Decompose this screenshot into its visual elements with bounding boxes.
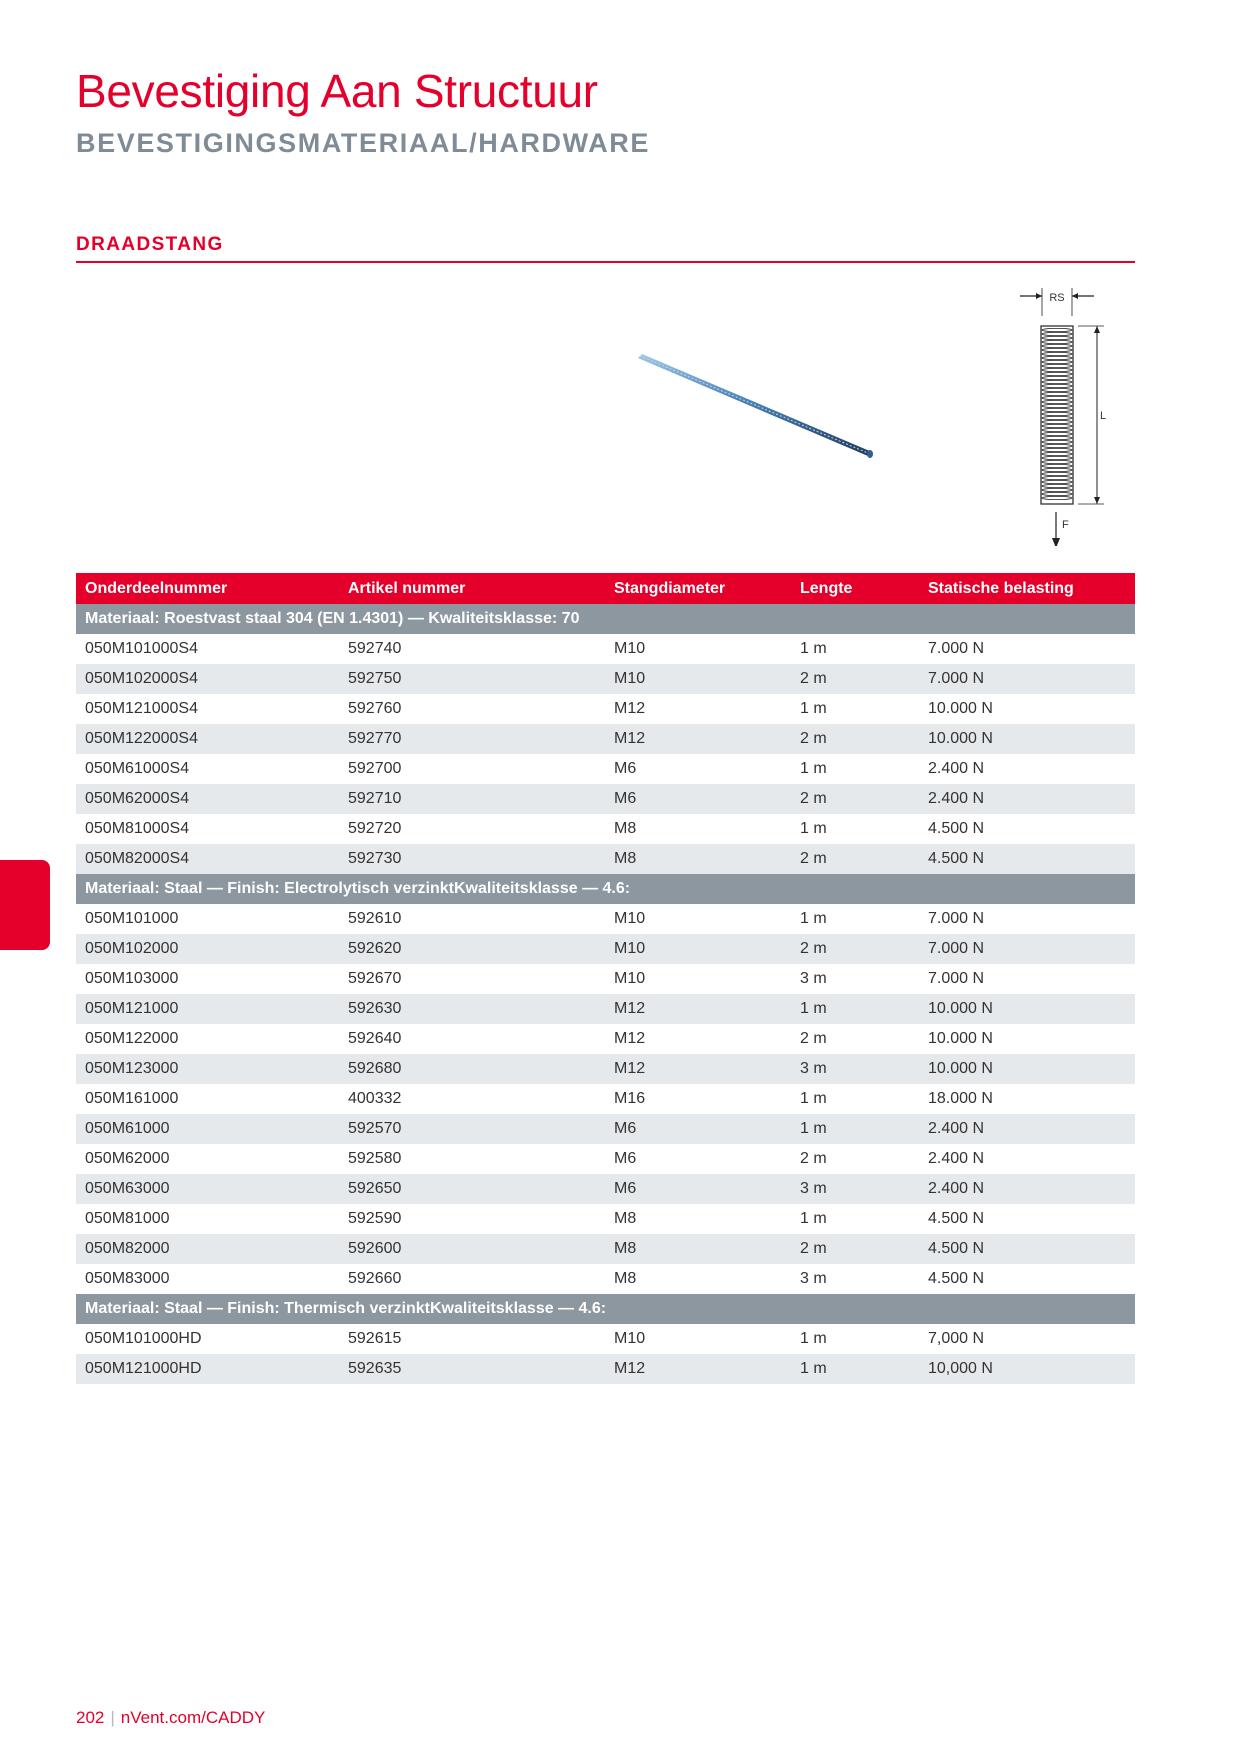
static-load-cell: 4.500 N (928, 820, 985, 837)
rod-diameter-cell: M12 (605, 1354, 791, 1384)
part-number-cell: 050M62000S4 (76, 784, 339, 814)
length-cell: 1 m (800, 820, 827, 837)
page-footer (76, 1708, 265, 1728)
part-number-cell: 050M122000 (85, 1030, 179, 1047)
rod-diameter-cell: M8 (614, 1210, 637, 1227)
length-dimension-label: L (1100, 410, 1107, 422)
static-load-cell: 2.400 N (919, 1174, 1135, 1204)
rod-dimension-drawing (1020, 286, 1130, 546)
article-number-cell: 592720 (348, 820, 402, 837)
static-load-cell: 2.400 N (919, 1114, 1135, 1144)
material-group-row (76, 874, 1135, 904)
table-row (76, 844, 1135, 874)
article-number-cell: 592710 (339, 784, 605, 814)
article-number-cell: 592615 (348, 1330, 402, 1347)
table-row (76, 1114, 1135, 1144)
part-number-cell: 050M61000 (76, 1114, 339, 1144)
article-number-cell: 592620 (339, 934, 605, 964)
article-number-cell: 592630 (339, 994, 605, 1024)
part-number-cell: 050M81000S4 (85, 820, 190, 837)
static-load-cell: 4.500 N (928, 1210, 985, 1227)
static-load-cell: 4.500 N (919, 1234, 1135, 1264)
table-row (76, 1264, 1135, 1294)
table-row (76, 1054, 1135, 1084)
static-load-cell: 2.400 N (928, 760, 985, 777)
part-number-cell: 050M121000HD (76, 1354, 339, 1384)
length-cell: 2 m (800, 1030, 827, 1047)
static-load-cell: 7.000 N (919, 664, 1135, 694)
static-load-cell: 7.000 N (928, 970, 985, 987)
length-cell: 3 m (800, 1270, 827, 1287)
table-row (76, 1024, 1135, 1054)
section-title: DRAADSTANG (76, 234, 224, 255)
footer-separator: | (110, 1708, 115, 1727)
length-cell: 1 m (800, 1330, 827, 1347)
table-row (76, 904, 1135, 934)
section-divider (76, 261, 1135, 263)
article-number-cell: 592610 (348, 910, 402, 927)
static-load-cell: 10.000 N (928, 1030, 993, 1047)
table-row (76, 1324, 1135, 1354)
table-row (76, 1084, 1135, 1114)
table-row (76, 1204, 1135, 1234)
rod-diameter-cell: M10 (605, 664, 791, 694)
article-number-cell: 592760 (348, 700, 402, 717)
part-number-cell: 050M82000 (76, 1234, 339, 1264)
table-row (76, 964, 1135, 994)
table-row (76, 1174, 1135, 1204)
length-cell: 3 m (800, 970, 827, 987)
length-cell: 3 m (791, 1054, 919, 1084)
rod-diameter-cell: M12 (605, 724, 791, 754)
article-number-cell: 592650 (339, 1174, 605, 1204)
rod-diameter-cell: M12 (605, 1054, 791, 1084)
static-load-cell: 4.500 N (919, 844, 1135, 874)
table-row (76, 994, 1135, 1024)
table-header-row (76, 573, 1135, 604)
part-number-cell: 050M101000 (85, 910, 179, 927)
part-number-cell: 050M102000 (76, 934, 339, 964)
article-number-cell: 592590 (348, 1210, 402, 1227)
part-number-cell: 050M62000 (85, 1150, 170, 1167)
static-load-cell: 7,000 N (928, 1330, 985, 1347)
article-number-cell: 592730 (339, 844, 605, 874)
static-load-cell: 10.000 N (928, 700, 993, 717)
length-cell: 2 m (791, 1234, 919, 1264)
rod-diameter-cell: M8 (614, 1270, 637, 1287)
rod-diameter-cell: M10 (614, 970, 646, 987)
static-load-cell: 10.000 N (919, 724, 1135, 754)
page-title: Bevestiging Aan Structuur (76, 65, 598, 117)
part-number-cell: 050M83000 (85, 1270, 170, 1287)
article-number-cell: 592640 (348, 1030, 402, 1047)
static-load-cell: 10,000 N (919, 1354, 1135, 1384)
part-number-cell: 050M103000 (85, 970, 179, 987)
table-row (76, 784, 1135, 814)
rod-diameter-cell: M6 (605, 1174, 791, 1204)
part-number-cell: 050M101000HD (85, 1330, 202, 1347)
table-row (76, 1354, 1135, 1384)
length-cell: 3 m (791, 1174, 919, 1204)
force-label: F (1062, 519, 1069, 531)
page-number: 202 (76, 1708, 105, 1727)
part-number-cell: 050M81000 (85, 1210, 170, 1227)
part-number-cell: 050M121000S4 (85, 700, 198, 717)
rod-diameter-cell: M8 (605, 844, 791, 874)
part-number-cell: 050M123000 (76, 1054, 339, 1084)
part-number-cell: 050M161000 (85, 1090, 179, 1107)
rod-diameter-cell: M10 (614, 1330, 646, 1347)
static-load-cell: 10.000 N (919, 994, 1135, 1024)
material-group-label: Materiaal: Roestvast staal 304 (EN 1.4301) — Kwaliteitsklasse: 70 (76, 604, 1135, 634)
static-load-cell: 7.000 N (919, 934, 1135, 964)
part-number-cell: 050M122000S4 (76, 724, 339, 754)
article-number-cell: 592680 (339, 1054, 605, 1084)
rod-diameter-cell: M10 (614, 910, 646, 927)
table-row (76, 694, 1135, 724)
chapter-tab (0, 860, 50, 950)
length-cell: 2 m (791, 934, 919, 964)
length-cell: 2 m (791, 844, 919, 874)
material-group-label: Materiaal: Staal — Finish: Electrolytisch verzinktKwaliteitsklasse — 4.6: (76, 874, 1135, 904)
length-cell: 2 m (800, 1150, 827, 1167)
article-number-cell: 592770 (339, 724, 605, 754)
part-number-cell: 050M63000 (76, 1174, 339, 1204)
length-cell: 2 m (791, 664, 919, 694)
length-cell: 1 m (800, 910, 827, 927)
table-row (76, 1234, 1135, 1264)
rod-diameter-cell: M6 (605, 1114, 791, 1144)
table-row (76, 664, 1135, 694)
rs-dimension-label: RS (1049, 292, 1065, 304)
static-load-cell: 7.000 N (928, 910, 985, 927)
rod-diameter-cell: M10 (614, 640, 646, 657)
footer-website: nVent.com/CADDY (120, 1708, 266, 1727)
rod-diameter-cell: M16 (614, 1090, 646, 1107)
column-header-article-number: Artikel nummer (339, 573, 605, 604)
article-number-cell: 592600 (339, 1234, 605, 1264)
length-cell: 2 m (791, 784, 919, 814)
column-header-length: Lengte (791, 573, 919, 604)
article-number-cell: 592700 (348, 760, 402, 777)
rod-diameter-cell: M12 (605, 994, 791, 1024)
rod-diameter-cell: M6 (614, 1150, 637, 1167)
column-header-rod-diameter: Stangdiameter (605, 573, 791, 604)
static-load-cell: 2.400 N (928, 1150, 985, 1167)
length-cell: 1 m (791, 1354, 919, 1384)
part-number-cell: 050M102000S4 (76, 664, 339, 694)
article-number-cell: 592580 (348, 1150, 402, 1167)
length-cell: 1 m (800, 700, 827, 717)
rod-diameter-cell: M12 (614, 700, 646, 717)
length-cell: 1 m (800, 1210, 827, 1227)
article-number-cell: 592750 (339, 664, 605, 694)
article-number-cell: 592570 (339, 1114, 605, 1144)
length-cell: 1 m (800, 1090, 827, 1107)
article-number-cell: 592740 (348, 640, 402, 657)
material-group-row (76, 604, 1135, 634)
column-header-static-load: Statische belasting (919, 573, 1135, 604)
rod-diameter-cell: M8 (605, 1234, 791, 1264)
material-group-label: Materiaal: Staal — Finish: Thermisch verzinktKwaliteitsklasse — 4.6: (76, 1294, 1135, 1324)
static-load-cell: 2.400 N (919, 784, 1135, 814)
rod-diameter-cell: M8 (614, 820, 637, 837)
table-row (76, 724, 1135, 754)
parts-table-body (76, 604, 1135, 1384)
part-number-cell: 050M61000S4 (85, 760, 190, 777)
article-number-cell: 592660 (348, 1270, 402, 1287)
static-load-cell: 7.000 N (928, 640, 985, 657)
rod-diameter-cell: M6 (605, 784, 791, 814)
static-load-cell: 4.500 N (928, 1270, 985, 1287)
column-header-part-number: Onderdeelnummer (76, 573, 339, 604)
parts-table (76, 573, 1135, 1384)
table-row (76, 634, 1135, 664)
rod-diameter-cell: M10 (605, 934, 791, 964)
static-load-cell: 10.000 N (919, 1054, 1135, 1084)
length-cell: 1 m (800, 760, 827, 777)
length-cell: 1 m (791, 1114, 919, 1144)
table-row (76, 1144, 1135, 1174)
table-row (76, 814, 1135, 844)
table-row (76, 754, 1135, 784)
threaded-rod-image (636, 352, 876, 464)
part-number-cell: 050M101000S4 (85, 640, 198, 657)
rod-diameter-cell: M12 (614, 1030, 646, 1047)
article-number-cell: 400332 (348, 1090, 402, 1107)
page-subtitle: BEVESTIGINGSMATERIAAL/HARDWARE (76, 128, 651, 158)
length-cell: 1 m (800, 640, 827, 657)
article-number-cell: 592635 (339, 1354, 605, 1384)
part-number-cell: 050M82000S4 (76, 844, 339, 874)
part-number-cell: 050M121000 (76, 994, 339, 1024)
rod-diameter-cell: M6 (614, 760, 637, 777)
length-cell: 1 m (791, 994, 919, 1024)
static-load-cell: 18.000 N (928, 1090, 993, 1107)
length-cell: 2 m (791, 724, 919, 754)
table-row (76, 934, 1135, 964)
material-group-row (76, 1294, 1135, 1324)
article-number-cell: 592670 (348, 970, 402, 987)
